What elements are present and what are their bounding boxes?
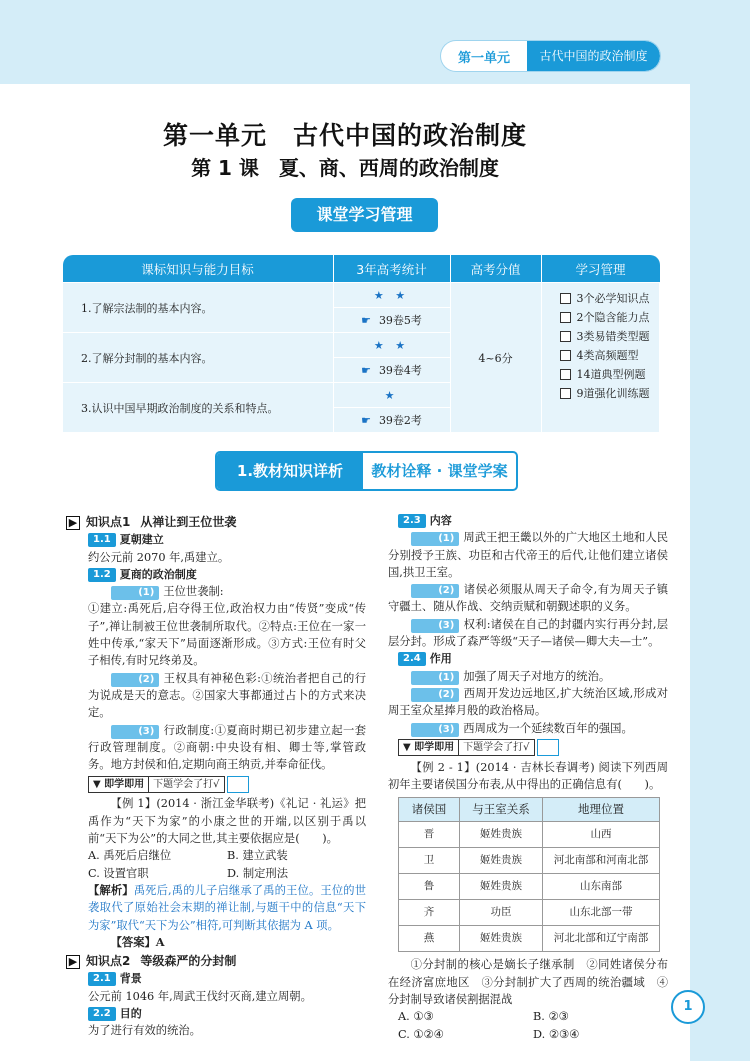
- section-banner: [215, 451, 518, 491]
- paragraph: (1) 周武王把王畿以外的广大地区土地和人民分别授予王族、功臣和古代帝王的后代,让他们建立诸侯国,拱卫王室。: [388, 531, 668, 579]
- management-item: 9道强化训练题: [560, 384, 660, 403]
- example-2-options: A. ①③ B. ②③ C. ①②④ D. ②③④: [398, 1010, 580, 1041]
- paragraph: (3) 西周成为一个延续数百年的强国。: [388, 720, 668, 737]
- management-item: 3个必学知识点: [560, 289, 660, 308]
- goal-2-exam: ☛ 39卷4考: [333, 358, 450, 383]
- paragraph: 约公元前 2070 年,禹建立。: [88, 550, 230, 564]
- goals-table: [62, 255, 660, 433]
- paragraph: (2) 西周开发边远地区,扩大统治区域,形成对周王室众星捧月般的政治格局。: [388, 686, 668, 718]
- quick-check: ▼ 即学即用 下题学会了打√: [88, 775, 366, 793]
- checkbox-icon: [560, 331, 571, 342]
- classroom-management-heading: 课堂学习管理: [291, 198, 438, 232]
- example-2-statements: ①分封制的核心是嫡长子继承制 ②同姓诸侯分布在经济富庶地区 ③分封制扩大了西周的统治疆域 ④分封制导致诸侯割据混战: [388, 958, 668, 1007]
- page-number: 1: [671, 990, 705, 1024]
- paragraph: (2) 诸侯必须服从周天子命令,有为周天子镇守疆土、随从作战、交纳贡赋和朝觐述职的义务。: [388, 583, 668, 614]
- example-1-analysis: 【解析】禹死后,禹的儿子启继承了禹的王位。王位的世袭取代了原始社会末期的禅让制,与题干中的信息“天下为家”取代“天下为公”相符,可判断其依据为 A 项。: [88, 882, 366, 932]
- management-item: 14道典型例题: [560, 365, 660, 384]
- goal-1: 1.了解宗法制的基本内容。: [63, 283, 334, 333]
- table-row: 卫 姬姓贵族 河北南部和河南北部: [399, 848, 660, 874]
- goal-1-exam: ☛ 39卷5考: [333, 308, 450, 333]
- knowledge-point-1: ▶ 知识点1 从禅让到王位世袭: [66, 514, 366, 531]
- goal-3: 3.认识中国早期政治制度的关系和特点。: [63, 383, 334, 433]
- checkbox-icon: [560, 369, 571, 380]
- table-row: 齐 功臣 山东北部一带: [399, 900, 660, 926]
- subsection-2-4: 2.4 作用: [388, 650, 668, 667]
- management-list: [541, 283, 660, 433]
- checkbox-icon: [560, 388, 571, 399]
- score-header: 高考分值: [450, 255, 541, 283]
- example-1: 【例 1】(2014 · 浙江金华联考)《礼记 · 礼运》把禹作为“天下为家”的小康之世的开端,以区别于禹以前“天下为公”的大同之世,其主要依据应是( )。: [88, 797, 366, 846]
- checkbox-icon: [560, 312, 571, 323]
- management-item: 4类高频题型: [560, 346, 660, 365]
- table-row: 燕 姬姓贵族 河北北部和辽宁南部: [399, 926, 660, 952]
- knowledge-point-2: ▶ 知识点2 等级森严的分封制: [66, 953, 366, 970]
- goal-2-stars: ★ ★: [333, 333, 450, 358]
- quick-check: ▼ 即学即用 下题学会了打√: [398, 739, 668, 757]
- check-box[interactable]: [227, 776, 249, 793]
- score-value: 4~6分: [450, 283, 541, 433]
- unit-title: 古代中国的政治制度: [527, 41, 660, 71]
- pointing-hand-icon: ☛: [361, 414, 371, 427]
- management-item: 3类易错类型题: [560, 327, 660, 346]
- section-title: 1.教材知识详析: [217, 453, 363, 489]
- play-triangle-icon: ▶: [66, 516, 80, 530]
- subsection-2-2: 2.2 目的: [66, 1005, 366, 1022]
- example-1-options: A. 禹死后启继位 B. 建立武装 C. 设置官职 D. 制定刑法: [88, 849, 289, 880]
- paragraph: 公元前 1046 年,周武王伐纣灭商,建立周朝。: [88, 989, 312, 1003]
- management-header: 学习管理: [541, 255, 660, 283]
- right-column: [388, 512, 668, 1043]
- example-2: 【例 2 - 1】(2014 · 吉林长春调考) 阅读下列西周初年主要诸侯国分布表,从中得出的正确信息有( )。: [388, 760, 668, 792]
- goal-3-stars: ★: [333, 383, 450, 408]
- paragraph: (3) 行政制度:①夏商时期已初步建立起一套行政管理制度。②商朝:中央设有相、卿士等,掌管政务。地方封侯和伯,定期向商王纳贡,并奉命征伐。: [88, 723, 366, 772]
- pointing-hand-icon: ☛: [361, 364, 371, 377]
- subsection-2-1: 2.1 背景: [66, 970, 366, 987]
- subsection-1-1: 1.1 夏朝建立: [66, 531, 366, 548]
- unit-label: 第一单元: [457, 50, 510, 66]
- side-band: [690, 0, 750, 1061]
- section-subtitle: 教材诠释 · 课堂学案: [371, 462, 508, 480]
- paragraph: 为了进行有效的统治。: [88, 1024, 201, 1038]
- example-1-answer: 【答案】A: [110, 934, 165, 949]
- paragraph: (1) 加强了周天子对地方的统治。: [388, 668, 668, 685]
- table-row: 晋 姬姓贵族 山西: [399, 822, 660, 848]
- stats-header: 3年高考统计: [333, 255, 450, 283]
- subsection-1-2: 1.2 夏商的政治制度: [66, 566, 366, 583]
- checkbox-icon: [560, 350, 571, 361]
- goal-3-exam: ☛ 39卷2考: [333, 408, 450, 433]
- unit-header-pill: [441, 41, 660, 71]
- lesson-title: 第 1 课 夏、商、西周的政治制度: [191, 156, 499, 180]
- check-box[interactable]: [537, 739, 559, 756]
- checkbox-icon: [560, 293, 571, 304]
- paragraph: ①建立:禹死后,启夺得王位,政治权力由“传贤”变成“传子”,禅让制被王位世袭制所取代。②特点:王位在一家一姓中传承,“家天下”局面逐渐形成。③方式:王位有时父子相传,有时兄终弟及。: [88, 602, 366, 668]
- vassal-states-table: 诸侯国 与王室关系 地理位置 晋 姬姓贵族 山西 卫 姬姓贵族 河北南部和河南北部 鲁 姬姓贵族 山东南部 齐 功臣 山东北部一带 燕 姬姓贵族 河北北部和辽宁南部: [398, 797, 660, 952]
- paragraph: (2) 王权具有神秘色彩:①统治者把自己的行为说成是天的意志。②国家大事都通过占卜的方式来决定。: [88, 671, 366, 720]
- play-triangle-icon: ▶: [66, 955, 80, 969]
- goals-header: 课标知识与能力目标: [63, 255, 334, 283]
- subsection-2-3: 2.3 内容: [388, 512, 668, 529]
- management-item: 2个隐含能力点: [560, 308, 660, 327]
- left-column: [66, 512, 366, 1040]
- paragraph: (1) 王位世袭制:: [66, 583, 366, 600]
- page-title: 第一单元 古代中国的政治制度: [162, 121, 527, 150]
- pointing-hand-icon: ☛: [361, 314, 371, 327]
- goal-1-stars: ★ ★: [333, 283, 450, 308]
- table-row: 鲁 姬姓贵族 山东南部: [399, 874, 660, 900]
- goal-2: 2.了解分封制的基本内容。: [63, 333, 334, 383]
- paragraph: (3) 权利:诸侯在自己的封疆内实行再分封,层层分封。形成了森严等级“天子—诸侯—卿大夫—士”。: [388, 617, 668, 649]
